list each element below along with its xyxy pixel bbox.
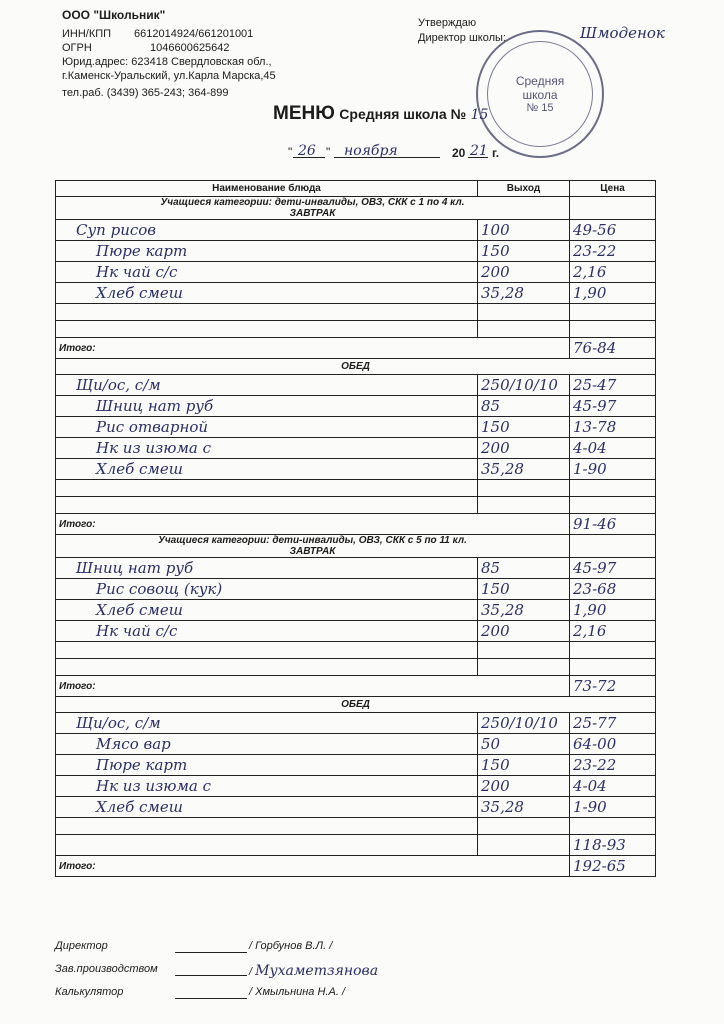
menu-item-row <box>56 755 656 776</box>
dish-name: Пюре карт <box>56 755 478 776</box>
empty-cell <box>570 659 656 676</box>
address-line-2: г.Каменск-Уральский, ул.Карла Марска,45 <box>62 70 276 82</box>
category-text: Учащиеся категории: дети-инвалиды, ОВЗ, СКК с 1 по 4 кл. <box>160 197 465 208</box>
signature-name-director: / Горбунов В.Л. / <box>249 940 333 952</box>
signature-name-calculator: / Хмыльнина Н.А. / <box>249 986 346 998</box>
signatures-block <box>55 940 455 1010</box>
menu-item-row <box>56 558 656 579</box>
section-row <box>56 697 656 713</box>
dish-price: 45-97 <box>570 396 656 417</box>
menu-item-row <box>56 621 656 642</box>
total-row <box>56 338 656 359</box>
dish-output: 250/10/10 <box>478 713 570 734</box>
empty-cell <box>478 304 570 321</box>
empty-cell <box>478 835 570 856</box>
section-title: ЗАВТРАК <box>289 208 336 219</box>
stamp-number: № 15 <box>526 102 554 114</box>
menu-item-row <box>56 396 656 417</box>
menu-date: " 26 " ноября 20 21 г. <box>288 143 500 160</box>
total-value: 192-65 <box>570 856 656 877</box>
dish-price: 23-68 <box>570 579 656 600</box>
phone: тел.раб. (3439) 365-243; 364-899 <box>62 87 229 99</box>
inn-value: 6612014924/661201001 <box>134 28 254 40</box>
signature-role-calculator: Калькулятор <box>55 986 124 998</box>
dish-output: 35,28 <box>478 600 570 621</box>
inn-label: ИНН/КПП <box>62 28 112 40</box>
dish-output: 150 <box>478 579 570 600</box>
dish-name: Хлеб смеш <box>56 600 478 621</box>
dish-price: 4-04 <box>570 776 656 797</box>
menu-item-row <box>56 600 656 621</box>
dish-name: Мясо вар <box>56 734 478 755</box>
blank-row <box>56 659 656 676</box>
empty-cell <box>570 304 656 321</box>
total-row <box>56 676 656 697</box>
empty-cell <box>478 818 570 835</box>
dish-name: Шниц нат руб <box>56 558 478 579</box>
dish-output: 150 <box>478 241 570 262</box>
empty-cell <box>570 497 656 514</box>
category-row <box>56 535 656 558</box>
empty-cell <box>478 480 570 497</box>
dish-output: 200 <box>478 438 570 459</box>
section-title: ЗАВТРАК <box>289 546 336 557</box>
dish-output: 50 <box>478 734 570 755</box>
dish-output: 85 <box>478 558 570 579</box>
dish-price: 23-22 <box>570 755 656 776</box>
title-menu: МЕНЮ <box>273 103 335 124</box>
dish-output: 35,28 <box>478 797 570 818</box>
menu-item-row <box>56 417 656 438</box>
dish-output: 35,28 <box>478 459 570 480</box>
menu-item-row <box>56 734 656 755</box>
signature-role-production: Зав.производством <box>55 963 158 975</box>
ogrn-value: 1046600625642 <box>150 42 230 54</box>
dish-price: 25-47 <box>570 375 656 396</box>
category-label <box>56 197 570 220</box>
total-label: Итого: <box>56 856 570 877</box>
director-signature: Шмоденок <box>580 24 665 42</box>
empty-cell <box>56 480 478 497</box>
blank-row <box>56 818 656 835</box>
empty-cell <box>478 642 570 659</box>
menu-item-row <box>56 438 656 459</box>
subtotal-value: 118-93 <box>570 835 656 856</box>
page-title <box>273 103 488 125</box>
dish-name: Суп рисов <box>56 220 478 241</box>
dish-name: Рис совощ (кук) <box>56 579 478 600</box>
section-title: ОБЕД <box>56 359 656 375</box>
dish-price: 23-22 <box>570 241 656 262</box>
dish-price: 4-04 <box>570 438 656 459</box>
menu-item-row <box>56 375 656 396</box>
date-month: ноября <box>344 143 398 159</box>
empty-cell <box>56 304 478 321</box>
dish-name: Нк чай с/с <box>56 621 478 642</box>
empty-cell <box>56 642 478 659</box>
menu-item-row <box>56 776 656 797</box>
header-price: Цена <box>570 181 656 197</box>
total-label: Итого: <box>56 514 570 535</box>
title-school-number: 15 <box>470 107 489 123</box>
menu-item-row <box>56 579 656 600</box>
date-year-prefix: 20 <box>452 146 466 160</box>
dish-name: Шниц нат руб <box>56 396 478 417</box>
signature-role-director: Директор <box>55 940 108 952</box>
blank-row <box>56 480 656 497</box>
dish-name: Хлеб смеш <box>56 283 478 304</box>
category-text: Учащиеся категории: дети-инвалиды, ОВЗ, СКК с 5 по 11 кл. <box>158 535 467 546</box>
dish-price: 1-90 <box>570 797 656 818</box>
dish-name: Пюре карт <box>56 241 478 262</box>
empty-cell <box>570 642 656 659</box>
approval-label: Утверждаю <box>418 17 477 29</box>
dish-output: 150 <box>478 755 570 776</box>
header-name: Наименование блюда <box>56 181 478 197</box>
empty-cell <box>570 321 656 338</box>
empty-cell <box>56 659 478 676</box>
dish-output: 200 <box>478 262 570 283</box>
menu-item-row <box>56 283 656 304</box>
title-school: Средняя школа № <box>339 106 467 122</box>
menu-item-row <box>56 220 656 241</box>
total-label: Итого: <box>56 338 570 359</box>
section-title: ОБЕД <box>56 697 656 713</box>
blank-row <box>56 304 656 321</box>
subtotal-row <box>56 835 656 856</box>
dish-output: 200 <box>478 776 570 797</box>
date-day: 26 <box>298 143 316 159</box>
stamp-school-text: Средняя школа <box>515 74 565 102</box>
dish-name: Нк из изюма с <box>56 776 478 797</box>
dish-name: Хлеб смеш <box>56 459 478 480</box>
dish-price: 13-78 <box>570 417 656 438</box>
dish-name: Щи/ос, с/м <box>56 375 478 396</box>
dish-price: 2,16 <box>570 621 656 642</box>
company-name: ООО "Школьник" <box>62 8 166 22</box>
menu-item-row <box>56 797 656 818</box>
empty-cell <box>56 835 478 856</box>
dish-name: Рис отварной <box>56 417 478 438</box>
menu-item-row <box>56 713 656 734</box>
menu-table <box>55 180 656 877</box>
empty-cell <box>570 535 656 558</box>
dish-output: 85 <box>478 396 570 417</box>
total-row <box>56 856 656 877</box>
empty-cell <box>570 818 656 835</box>
dish-output: 200 <box>478 621 570 642</box>
empty-cell <box>56 497 478 514</box>
dish-price: 2,16 <box>570 262 656 283</box>
empty-cell <box>478 659 570 676</box>
empty-cell <box>478 497 570 514</box>
dish-output: 150 <box>478 417 570 438</box>
blank-row <box>56 497 656 514</box>
total-row <box>56 514 656 535</box>
header-output: Выход <box>478 181 570 197</box>
empty-cell <box>56 818 478 835</box>
empty-cell <box>570 197 656 220</box>
approval-director-label: Директор школы: <box>418 32 506 44</box>
signature-name-production: / Мухаметзянова <box>249 963 379 979</box>
total-label: Итого: <box>56 676 570 697</box>
dish-price: 1,90 <box>570 283 656 304</box>
dish-output: 250/10/10 <box>478 375 570 396</box>
menu-item-row <box>56 459 656 480</box>
total-value: 91-46 <box>570 514 656 535</box>
dish-price: 1-90 <box>570 459 656 480</box>
dish-name: Хлеб смеш <box>56 797 478 818</box>
empty-cell <box>56 321 478 338</box>
dish-price: 49-56 <box>570 220 656 241</box>
category-row <box>56 197 656 220</box>
section-row <box>56 359 656 375</box>
dish-price: 25-77 <box>570 713 656 734</box>
dish-output: 35,28 <box>478 283 570 304</box>
empty-cell <box>570 480 656 497</box>
ogrn-label: ОГРН <box>62 42 92 54</box>
total-value: 73-72 <box>570 676 656 697</box>
table-header-row <box>56 181 656 197</box>
dish-price: 45-97 <box>570 558 656 579</box>
address-line-1: Юрид.адрес: 623418 Свердловская обл., <box>62 56 272 68</box>
menu-item-row <box>56 262 656 283</box>
date-year-suffix: 21 <box>470 143 488 159</box>
dish-price: 64-00 <box>570 734 656 755</box>
dish-name: Нк чай с/с <box>56 262 478 283</box>
date-year-end: г. <box>492 146 500 160</box>
empty-cell <box>478 321 570 338</box>
blank-row <box>56 321 656 338</box>
menu-item-row <box>56 241 656 262</box>
blank-row <box>56 642 656 659</box>
dish-output: 100 <box>478 220 570 241</box>
total-value: 76-84 <box>570 338 656 359</box>
dish-name: Нк из изюма с <box>56 438 478 459</box>
category-label <box>56 535 570 558</box>
school-stamp <box>476 30 604 158</box>
dish-price: 1,90 <box>570 600 656 621</box>
dish-name: Щи/ос, с/м <box>56 713 478 734</box>
